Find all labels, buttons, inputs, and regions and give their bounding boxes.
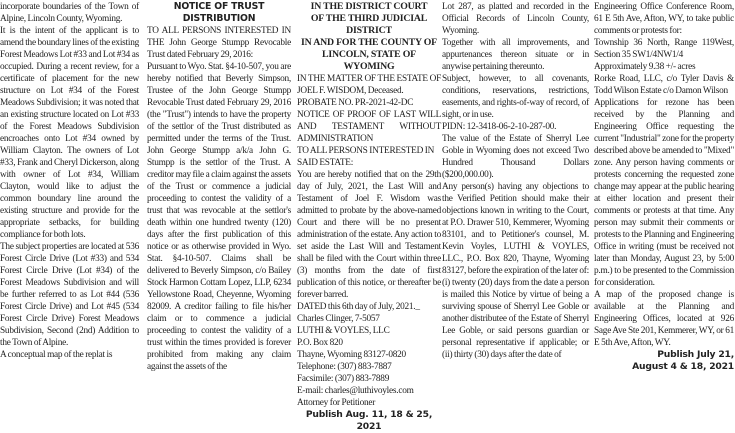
paragraph: Any person(s) having any objections to the Verified Petition should make their objections known in writing to the Court, at P.O. Drawer 510, Kemmerer, Wyoming 83101, and to Petitioner's counsel, M. Kevin Voyles, LUTHI & VOYLES, LLC., P.O. Box 820, Thayne, Wyoming 83127, before the expiration of the later of: (i) twenty (20) days from the date a person is mailed this Notice by virtue of being a surviving spouse of Sherryl Lee Goble or another distributee of the Estate of Sherryl Lee Goble, or said persons guardian or personal representative if applicable; or (ii) thirty (30) days after the date of [442,182,589,360]
notice-heading: DISTRIBUTION [182,13,256,24]
notice-heading: NOTICE OF TRUST [173,1,265,12]
court-heading: OF THE THIRD JUDICIAL DISTRICT [310,13,428,36]
dated-line: DATED this 6th day of July, 2021._ [297,302,420,312]
signature-line: Facsimile: (307) 883-7889 [297,374,390,384]
paragraph: Applications for rezone has been received by the Planning and Engineering Office requesting the current "Industrial" zone for the property described above be amended to "Mixed" zone. Any person having comments or protests concerning the requested zone change may appear at the public hearing at either location and present their comments or protests at that time. Any person may submit their comments or protests to the Planning and Engineering Office in writing (must be received not later than Monday, August 23, by 5:00 p.m.) to be presented to the Commission for consideration. [594,98,734,288]
notice-title: NOTICE OF PROOF OF LAST WILL AND TESTAMENT WITHOUT ADMINISTRATION [297,110,441,144]
signature-line: P.O. Box 820 [297,338,343,348]
signature-line: Thayne, Wyoming 83127-0820 [297,350,406,360]
paragraph: Subject, however, to all covenants, conditions, reservations, restrictions, easements, and rights-of-way of record, of sight, or in use. [442,74,589,120]
paragraph: Township 36 North, Range 119West, Section 35 SW1/4NW1/4 [594,38,734,60]
paragraph: Engineering Office Conference Room, 61 E 5th Ave, Afton, WY, to take public comments or protests for: [594,2,734,36]
court-heading: IN THE DISTRICT COURT [310,1,428,12]
paragraph: Approximately 9.38 +/- acres [594,62,696,72]
paragraph: It is the intent of the applicant is to amend the boundary lines of the existing Forest Meadows Lot #33 and Lot #34 as occupied. During a recent review, for a certificate of placement for the new structure on Lot #34 of the Forest Meadows Subdivision; it was noted that an existing structure located on Lot #33 of the Forest Meadows Subdivision encroaches onto Lot #34 owned by William Clayton. The owners of Lot #33, Frank and Cheryl Dickerson, along with owner of Lot #34, William Clayton, would like to adjust the common boundary line around the existing structure and provide for the appropriate setbacks, for building compliance for both lots. [0,26,139,240]
column-replat-notice [0,1,139,361]
pidn: PIDN: 12-3418-06-2-10-287-00. [442,122,557,132]
paragraph: Lot 287, as platted and recorded in the Official Records of Lincoln County, Wyoming. [442,2,589,36]
paragraph: The value of the Estate of Sherryl Lee Goble in Wyoming does not exceed Two Hundred Thousand Dollars ($200,000.00). [442,134,589,180]
publish-dates: Publish Aug. 11, 18 & 25, 2021 [305,409,433,432]
matter-line: IN THE MATTER OF THE ESTATE OF JOEL F. WISDOM, Deceased. [297,74,441,96]
signature-line: Charles Clinger, 7-5057 [297,314,380,324]
paragraph: TO ALL PERSONS INTERESTED IN THE John George Stumpp Revocable Trust dated February 29, 2016: [147,26,291,60]
to-all-persons: TO ALL PERSONS INTERESTED IN SAID ESTATE: [297,146,435,168]
paragraph: The subject properties are located at 536 Forest Circle Drive (Lot #33) and 534 Forest Circle Drive (Lot #34) of the Forest Meadows Subdivision and will be further referred to as Lot #44 (536 Forest Circle Drive) and Lot #45 (534 Forest Circle Drive) Forest Meadows Subdivision, Second (2nd) Addition to the Town of Alpine. [0,242,139,348]
publish-dates: August 4 & 18, 2021 [632,361,734,372]
column-estate-notice [442,1,589,361]
paragraph: A map of the proposed change is available at the Planning and Engineering Offices, located at 926 Sage Ave Ste 201, Kemmerer, WY, or 61 E 5th Ave, Afton, WY. [594,290,734,348]
signature-line: Attorney for Petitioner [297,398,376,408]
paragraph: Pursuant to Wyo. Stat. §4-10-507, you are hereby notified that Beverly Simpson, Trustee of the John George Stumpp Revocable Trust dated February 29, 2016 (the "Trust") intends to have the property of the settlor of the Trust distributed as permitted under the terms of the Trust. John George Stumpp a/k/a John G. Stumpp is the settlor of the Trust. A creditor may file a claim against the assets of the Trust or commence a judicial proceeding to contest the validity of a trust that was revocable at the settlor's death within one hundred twenty (120) days after the first publication of this notice or as otherwise provided in Wyo. Stat. §4-10-507. Claims shall be delivered to Beverly Simpson, c/o Bailey Stock Harmon Cottam Lopez, LLP, 6234 Yellowstone Road, Cheyenne, Wyoming 82009. A creditor failing to file his/her claim or to commence a judicial proceeding to contest the validity of a trust within the times provided is forever prohibited from making any claim against the assets of the [147,62,291,372]
paragraph: You are hereby notified that on the 29th day of July, 2021, the Last Will and Testament of Joel F. Wisdom was admitted to probate by the above-named Court and there will be no present administration of the estate. Any action to set aside the Last Will and Testament shall be filed with the Court within three (3) months from the date of first publication of this notice, or thereafter be forever barred. [297,170,441,300]
paragraph: A conceptual map of the replat is [0,350,113,360]
column-probate-notice [297,1,441,433]
column-trust-distribution-notice [147,1,291,373]
signature-line: LUTHI & VOYLES, LLC [297,326,390,336]
paragraph: incorporate boundaries of the Town of Alpine, Lincoln County, Wyoming. [0,2,139,24]
publish-dates: Publish July 21, [657,349,734,360]
paragraph: Rorke Road, LLC, c/o Tyler Davis & Todd Wilson Estate c/o Damon Wilson [594,74,734,96]
court-heading: IN AND FOR THE COUNTY OF LINCOLN, STATE OF WYOMING [301,37,437,72]
column-rezone-notice [594,1,734,373]
probate-number: PROBATE NO. PR-2021-42-DC [297,98,414,108]
paragraph: Together with all improvements, and appurtenances thereon situate or in anywise pertaining thereunto. [442,38,589,72]
signature-line: E-mail: charles@luthivoyles.com [297,386,414,396]
signature-line: Telephone: (307) 883-7887 [297,362,392,372]
